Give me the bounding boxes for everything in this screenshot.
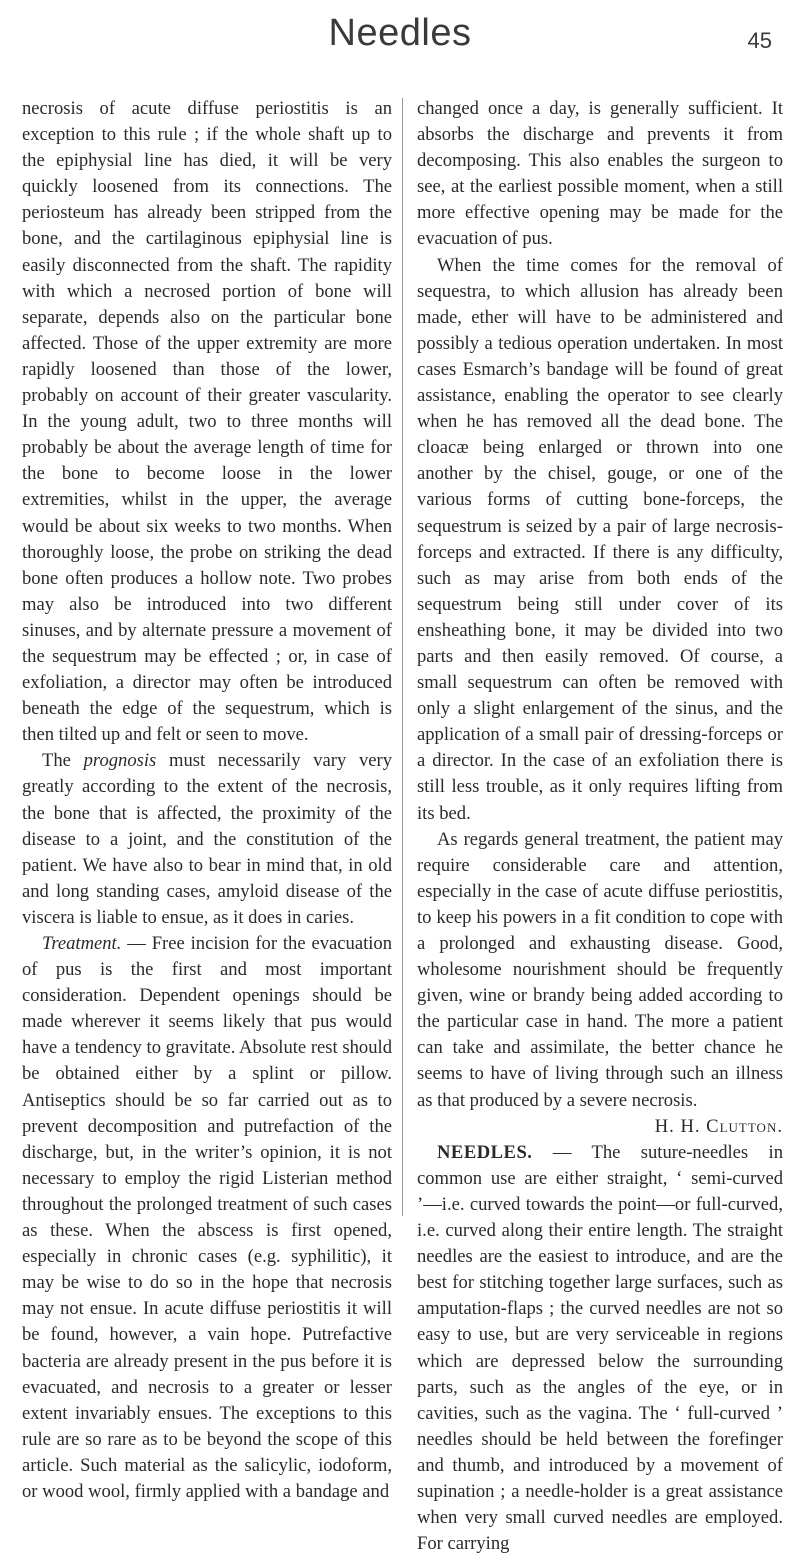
prognosis-term: prognosis bbox=[83, 750, 157, 772]
paragraph: When the time comes for the removal of sequestra, to which allusion has already been made, ether will have to be administered and possibly a tedious operation undertaken. In most cases Esmarch’s bandage will be found of great assistance, enabling the operator to see clearly when he has removed all the dead bone. The cloacæ being enlarged or thrown into one another by the chisel, gouge, or one of the various forms of cutting bone-forceps, the sequestrum is seized by a pair of large necrosis-forceps and extracted. If there is any difficulty, such as may arise from both ends of the sequestrum being still under cover of its ensheathing bone, it may be divided into two parts and then easily removed. Of course, a small sequestrum can often be removed with only a slight enlargement of the sinus, and the application of a small pair of dressing-forceps or a director. In the case of an exfoliation there is still less trouble, as it only requires lifting from its bed. bbox=[417, 254, 783, 824]
running-title: Needles bbox=[328, 12, 472, 54]
paragraph: changed once a day, is generally sufficient. It absorbs the discharge and prevents it from decomposing. This also enables the surgeon to see, at the earliest possible moment, when a still more effective opening may be made for the evacuation of pus. bbox=[417, 98, 783, 250]
text-run: The bbox=[42, 750, 84, 772]
left-column bbox=[22, 96, 392, 1505]
paragraph: As regards general treatment, the patient may require considerable care and attention, especially in the case of acute diffuse periostitis, to keep his powers in a fit condition to cope with a prolonged and exhausting disease. Good, wholesome nourishment should be frequently given, wine or brandy being added according to the particular case in hand. The more a patient can take and assimilate, the better chance he seems to have of living through such an illness as that produced by a severe necrosis. bbox=[417, 828, 783, 1111]
paragraph: necrosis of acute diffuse periostitis is an exception to this rule ; if the whole shaft up to the epiphysial line has died, it will be very quickly loosened from its connections. The periosteum has already been stripped from the bone, and the cartilaginous epiphysial line is easily disconnected from the shaft. The rapidity with which a necrosed portion of bone will separate, depends also on the particular bone affected. Those of the upper extremity are more rapidly loosened than those of the lower, probably on account of their greater vascularity. In the young adult, two to three months will probably be about the average length of time for the bone to become loose in the lower extremities, whilst in the upper, the average would be about six weeks to two months. When thoroughly loose, the probe on striking the dead bone often produces a hollow note. Two probes may also be introduced into two different sinuses, and by alternate pressure a movement of the sequestrum may be effected ; or, in case of exfoliation, a director may often be introduced beneath the edge of the sequestrum, which is then tilted up and felt or seen to move. bbox=[22, 98, 392, 746]
right-column bbox=[417, 96, 783, 1557]
treatment-heading: Treatment. bbox=[42, 933, 122, 954]
needles-headword: NEEDLES. bbox=[437, 1141, 533, 1163]
paragraph-treatment bbox=[22, 931, 392, 1505]
column-divider bbox=[402, 98, 403, 1216]
text-run: — The suture-needles in common use are either straight, ‘ semi-curved ’—i.e. curved towards the point—or full-curved, i.e. curved along their entire length. The straight needles are the easiest to introduce, and are the best for stitching together large surfaces, such as amputation-flaps ; the curved needles are not so easy to use, but are very serviceable in regions which are depressed below the surrounding parts, such as the angles of the eye, or in cavities, such as the vagina. The ‘ full-curved ’ needles should be held between the forefinger and thumb, and introduced by a movement of supination ; a needle-holder is a great assistance when very small curved needles are employed. For carrying bbox=[417, 1141, 783, 1555]
author-signature: H. H. Clutton. bbox=[654, 1115, 783, 1137]
page-number: 45 bbox=[747, 28, 772, 53]
page-header bbox=[0, 0, 800, 80]
text-run: must necessarily vary very greatly according to the extent of the necrosis, the bone that is affected, the proximity of the disease to a joint, and the constitution of the patient. We have also to bear in mind that, in old and long standing cases, amyloid disease of the viscera is liable to ensue, as it does in caries. bbox=[22, 750, 392, 928]
paragraph-needles bbox=[417, 1140, 783, 1557]
paragraph-prognosis bbox=[22, 748, 392, 931]
text-run: — Free incision for the evacuation of pus is the first and most important consideration. Dependent openings should be made wherever it seems likely that pus would have a tendency to gravitate. Absolute rest should be obtained either by a splint or pillow. Antiseptics should be so far carried out as to prevent decomposition and putrefaction of the discharge, but, in the writer’s opinion, it is not necessary to employ the rigid Listerian method throughout the prolonged treatment of such cases as these. When the abscess is first opened, especially in chronic cases (e.g. syphilitic), it may be wise to do so in the hope that necrosis may not ensue. In acute diffuse periostitis it will be found, however, a vain hope. Putrefactive bacteria are already present in the pus before it is evacuated, and necrosis to a greater or lesser extent invariably ensues. The exceptions to this rule are so rare as to be beyond the scope of this article. Such material as the salicylic, iodoform, or wood wool, firmly applied with a bandage and bbox=[22, 933, 392, 1502]
